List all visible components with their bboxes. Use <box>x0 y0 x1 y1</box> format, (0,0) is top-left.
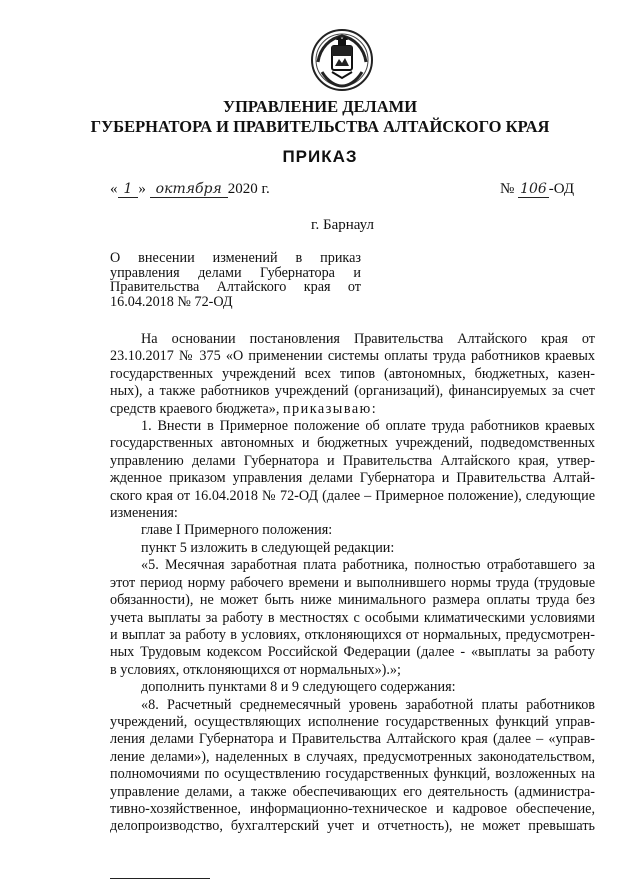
body-line: обязанности), не может быть ниже минимального размера оплаты труда без <box>110 592 595 609</box>
body-line: «5. Месячная заработная плата работника, полностью отработавшего за <box>141 557 595 574</box>
subject-line: Правительства Алтайского края от <box>110 279 361 295</box>
body-line: и выплат за работу в условиях, отклоняющихся от нормальных, предусмотрен- <box>110 626 595 643</box>
body-line: главе I Примерного положения: <box>141 522 333 539</box>
body-line: пункт 5 изложить в следующей редакции: <box>141 539 395 556</box>
body-line: ных), а также работников учреждений (организаций), финансируемых за счет <box>110 383 595 400</box>
coat-of-arms-emblem <box>310 28 374 92</box>
body-line: 23.10.2017 № 375 «О применении системы оплаты труда работников краевых <box>110 348 595 365</box>
order-number <box>500 181 574 198</box>
date-close-quote: » <box>138 181 146 197</box>
body-line: делопроизводство, бухгалтерский учет и отчетность), не может превышать <box>110 818 595 835</box>
organization-name-line2: ГУБЕРНАТОРА И ПРАВИТЕЛЬСТВА АЛТАЙСКОГО КРАЯ <box>90 117 550 136</box>
date-day-handwritten: 1 <box>118 181 139 198</box>
number-suffix: -ОД <box>548 181 575 197</box>
body-line: изменения: <box>110 505 178 522</box>
body-line: ных Трудовым кодексом Российской Федерации (далее - «выплаты за работу <box>110 644 595 661</box>
date-open-quote: « <box>110 181 118 197</box>
subject-line: 16.04.2018 № 72-ОД <box>110 293 233 310</box>
body-line: ского края от 16.04.2018 № 72-ОД (далее – Примерное положение), следующие <box>110 487 595 504</box>
body-text-fragment: средств краевого бюджета», <box>110 400 280 417</box>
document-type-title: ПРИКАЗ <box>282 147 358 166</box>
order-directive-word: приказываю: <box>282 400 378 417</box>
number-value-handwritten: 106 <box>520 181 547 197</box>
body-line <box>110 401 595 418</box>
date-month-handwritten: октября <box>150 181 228 198</box>
body-line: жденное приказом управления делами Губернатора и Правительства Алтай- <box>110 470 595 487</box>
order-body <box>110 331 595 836</box>
body-line: 1. Внести в Примерное положение об оплате труда работников краевых <box>141 418 595 435</box>
body-line: На основании постановления Правительства Алтайского края от <box>141 331 595 347</box>
body-line: ления делами Губернатора и Правительства Алтайского края (далее – «управ- <box>110 731 595 748</box>
body-line: государственных автономных и бюджетных учреждений, подведомственных <box>110 435 595 452</box>
order-subject <box>110 251 361 309</box>
city: г. Барнаул <box>311 217 374 233</box>
body-line: дополнить пунктами 8 и 9 следующего содержания: <box>141 679 456 696</box>
body-line: управление делами, а также обеспечивающих его деятельность (администра- <box>110 783 595 800</box>
body-line: государственных учреждений всех типов (автономных, бюджетных, казен- <box>110 365 595 382</box>
order-date <box>110 181 270 198</box>
body-line: ление делами»), наделенных в случаях, предусмотренных законодательством, <box>110 748 595 765</box>
body-line: тивно-хозяйственное, информационно-техническое и кадровое обеспечение, <box>110 800 595 817</box>
footer-rule <box>110 878 210 879</box>
date-year: 2020 г. <box>227 181 270 197</box>
body-line: в условиях, отклоняющихся от нормальных»).»; <box>110 661 401 678</box>
number-sign: № <box>500 181 515 197</box>
body-line: учреждений, осуществляющих исполнение государственных функций управ- <box>110 713 595 730</box>
body-line: этот период норму рабочего времени и выполнившего нормы труда (трудовые <box>110 574 595 591</box>
body-line: полномочиями по осуществлению государственных функций, возложенных на <box>110 766 595 783</box>
body-line: «8. Расчетный среднемесячный уровень заработной платы работников <box>141 696 595 713</box>
body-line: учета выплаты за работу в местностях с особыми климатическими условиями <box>110 609 595 626</box>
body-line: управлению делами Губернатора и Правительства Алтайского края, утвер- <box>110 452 595 469</box>
subject-line: О внесении изменений в приказ <box>110 250 361 266</box>
organization-name-line1: УПРАВЛЕНИЕ ДЕЛАМИ <box>222 97 418 116</box>
subject-line: управления делами Губернатора и <box>110 264 361 281</box>
